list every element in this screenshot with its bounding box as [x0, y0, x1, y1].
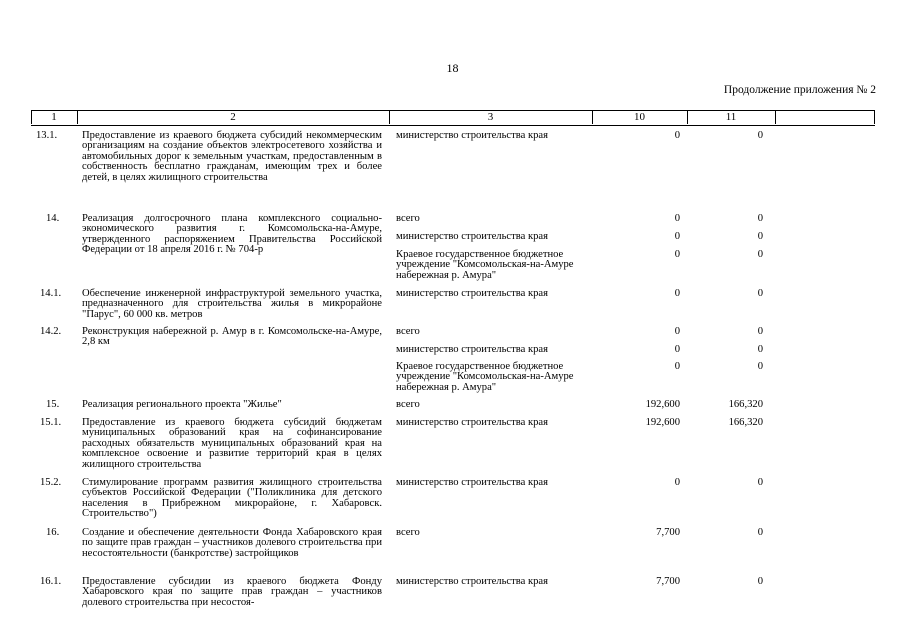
row-value-11: 0 — [757, 527, 763, 538]
row-id: 14.2. — [40, 326, 62, 337]
row-executor: Краевое государственное бюджетное учреждение "Комсомольская-на-Амуре набережная р. Амура" — [396, 249, 574, 281]
row-value-10: 0 — [674, 326, 680, 337]
col-header-1: 1 — [51, 111, 57, 123]
col-header-2: 2 — [230, 111, 236, 123]
row-executor: всего — [396, 399, 420, 410]
col-header-10: 10 — [634, 111, 645, 123]
row-value-10: 192,600 — [645, 417, 680, 428]
row-value-10: 0 — [674, 130, 680, 141]
row-description: Стимулирование программ развития жилищного строительства субъектов Российской Федерации ("Поликлиника для детского населения в Прибрежном микрорайоне, г. Хабаровск. Строительство") — [82, 477, 382, 520]
row-description: Предоставление из краевого бюджета субсидий некоммерческим организациям на создание объектов электросетевого хозяйства и автомобильных дорог к земельным участкам, предоставленным в собственность бесплатно гражданам, имеющим трех и более детей, в целях жилищного строительства — [82, 130, 382, 183]
row-value-10: 0 — [674, 249, 680, 260]
row-id: 14.1. — [40, 288, 62, 299]
row-value-10: 192,600 — [645, 399, 680, 410]
row-id: 13.1. — [36, 130, 58, 141]
row-value-11: 0 — [757, 326, 763, 337]
row-executor: всего — [396, 326, 420, 337]
row-value-11: 0 — [757, 130, 763, 141]
row-id: 14. — [46, 213, 60, 224]
col-header-11: 11 — [725, 111, 737, 123]
row-value-10: 0 — [674, 361, 680, 372]
row-value-10: 0 — [674, 213, 680, 224]
header-divider — [874, 110, 875, 124]
row-id: 15.1. — [40, 417, 62, 428]
row-value-11: 0 — [757, 213, 763, 224]
page-number: 18 — [446, 61, 459, 75]
row-executor: всего — [396, 213, 420, 224]
row-value-11: 0 — [757, 576, 763, 587]
row-id: 15. — [46, 399, 60, 410]
header-divider — [775, 110, 776, 124]
continuation-label: Продолжение приложения № 2 — [723, 84, 876, 96]
row-value-11: 0 — [757, 288, 763, 299]
row-value-10: 0 — [674, 288, 680, 299]
row-value-10: 7,700 — [656, 576, 680, 587]
row-value-10: 7,700 — [656, 527, 680, 538]
row-executor: министерство строительства края — [396, 130, 548, 141]
row-value-11: 0 — [757, 344, 763, 355]
row-value-10: 0 — [674, 344, 680, 355]
col-header-3: 3 — [487, 111, 494, 123]
row-description: Предоставление из краевого бюджета субсидий бюджетам муниципальных образований края на софинансирование расходных обязательств муниципальных образований края на комплексное освоение и развитие территорий края в целях жилищного строительства — [82, 417, 382, 470]
row-executor: министерство строительства края — [396, 477, 548, 488]
row-value-11: 0 — [757, 361, 763, 372]
row-executor: министерство строительства края — [396, 288, 548, 299]
row-value-10: 0 — [674, 231, 680, 242]
row-value-11: 166,320 — [728, 417, 763, 428]
row-description: Создание и обеспечение деятельности Фонда Хабаровского края по защите прав граждан – участников долевого строительства при несостоятельности (банкротстве) застройщиков — [82, 527, 382, 559]
row-value-11: 166,320 — [728, 399, 763, 410]
row-description: Реконструкция набережной р. Амур в г. Комсомольске-на-Амуре, 2,8 км — [82, 326, 382, 348]
row-executor: министерство строительства края — [396, 231, 548, 242]
row-id: 16. — [46, 527, 60, 538]
row-executor: министерство строительства края — [396, 417, 548, 428]
row-value-11: 0 — [757, 231, 763, 242]
row-executor: министерство строительства края — [396, 344, 548, 355]
row-description: Реализация регионального проекта "Жилье" — [82, 399, 282, 410]
row-value-11: 0 — [757, 249, 763, 260]
row-executor: всего — [396, 527, 420, 538]
row-description: Обеспечение инженерной инфраструктурой земельного участка, предназначенного для строительства жилья в микрорайоне "Парус", 60 000 кв. метров — [82, 288, 382, 320]
row-value-10: 0 — [674, 477, 680, 488]
row-description: Реализация долгосрочного плана комплексного социально-экономического развития г. Комсомольска-на-Амуре, утвержденного распоряжением Правительства Российской Федерации от 18 апреля 2016 г. № 704-р — [82, 213, 382, 256]
row-value-11: 0 — [757, 477, 763, 488]
row-executor: Краевое государственное бюджетное учреждение "Комсомольская-на-Амуре набережная р. Амура" — [396, 361, 574, 393]
row-id: 16.1. — [40, 576, 62, 587]
row-executor: министерство строительства края — [396, 576, 548, 587]
row-description: Предоставление субсидии из краевого бюджета Фонду Хабаровского края по защите прав граждан – участников долевого строительства при несостоя- — [82, 576, 382, 608]
row-id: 15.2. — [40, 477, 62, 488]
